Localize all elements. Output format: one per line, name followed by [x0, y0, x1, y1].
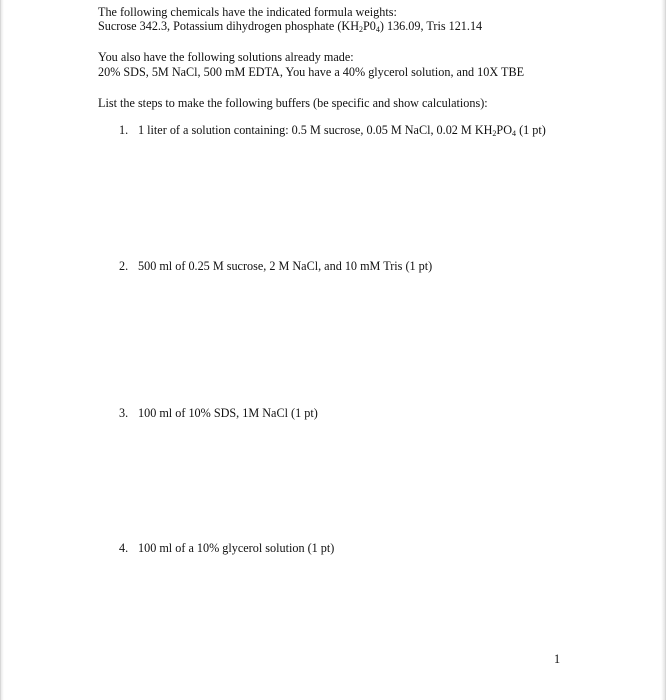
solutions-heading: You also have the following solutions already made: [98, 50, 354, 64]
solutions-list: 20% SDS, 5M NaCl, 500 mM EDTA, You have a 40% glycerol solution, and 10X TBE [98, 65, 525, 79]
formula-weights-heading: The following chemicals have the indicated formula weights: [98, 5, 397, 19]
question-text: 1 liter of a solution containing: 0.5 M sucrose, 0.05 M NaCl, 0.02 M $KH_2PO_4$ (1 pt) [138, 123, 546, 138]
instructions-text: List the steps to make the following buffers (be specific and show calculations): [98, 96, 488, 110]
page-right-shadow [661, 0, 665, 700]
question-text: 500 ml of 0.25 M sucrose, 2 M NaCl, and 10 mM Tris (1 pt) [138, 259, 433, 273]
page-number: 1 [554, 652, 561, 666]
formula-weights-list: Sucrose 342.3, Potassium dihydrogen phosphate $(KH_2P0_4)$ 136.09, Tris 121.14 [98, 19, 483, 34]
question-text: 100 ml of a 10% glycerol solution (1 pt) [138, 541, 335, 555]
question-number: 1. [119, 123, 129, 137]
question-number: 4. [119, 541, 129, 555]
question-text: 100 ml of 10% SDS, 1M NaCl (1 pt) [138, 406, 318, 420]
question-number: 3. [119, 406, 129, 420]
page-left-shadow [1, 0, 4, 700]
question-number: 2. [119, 259, 129, 273]
